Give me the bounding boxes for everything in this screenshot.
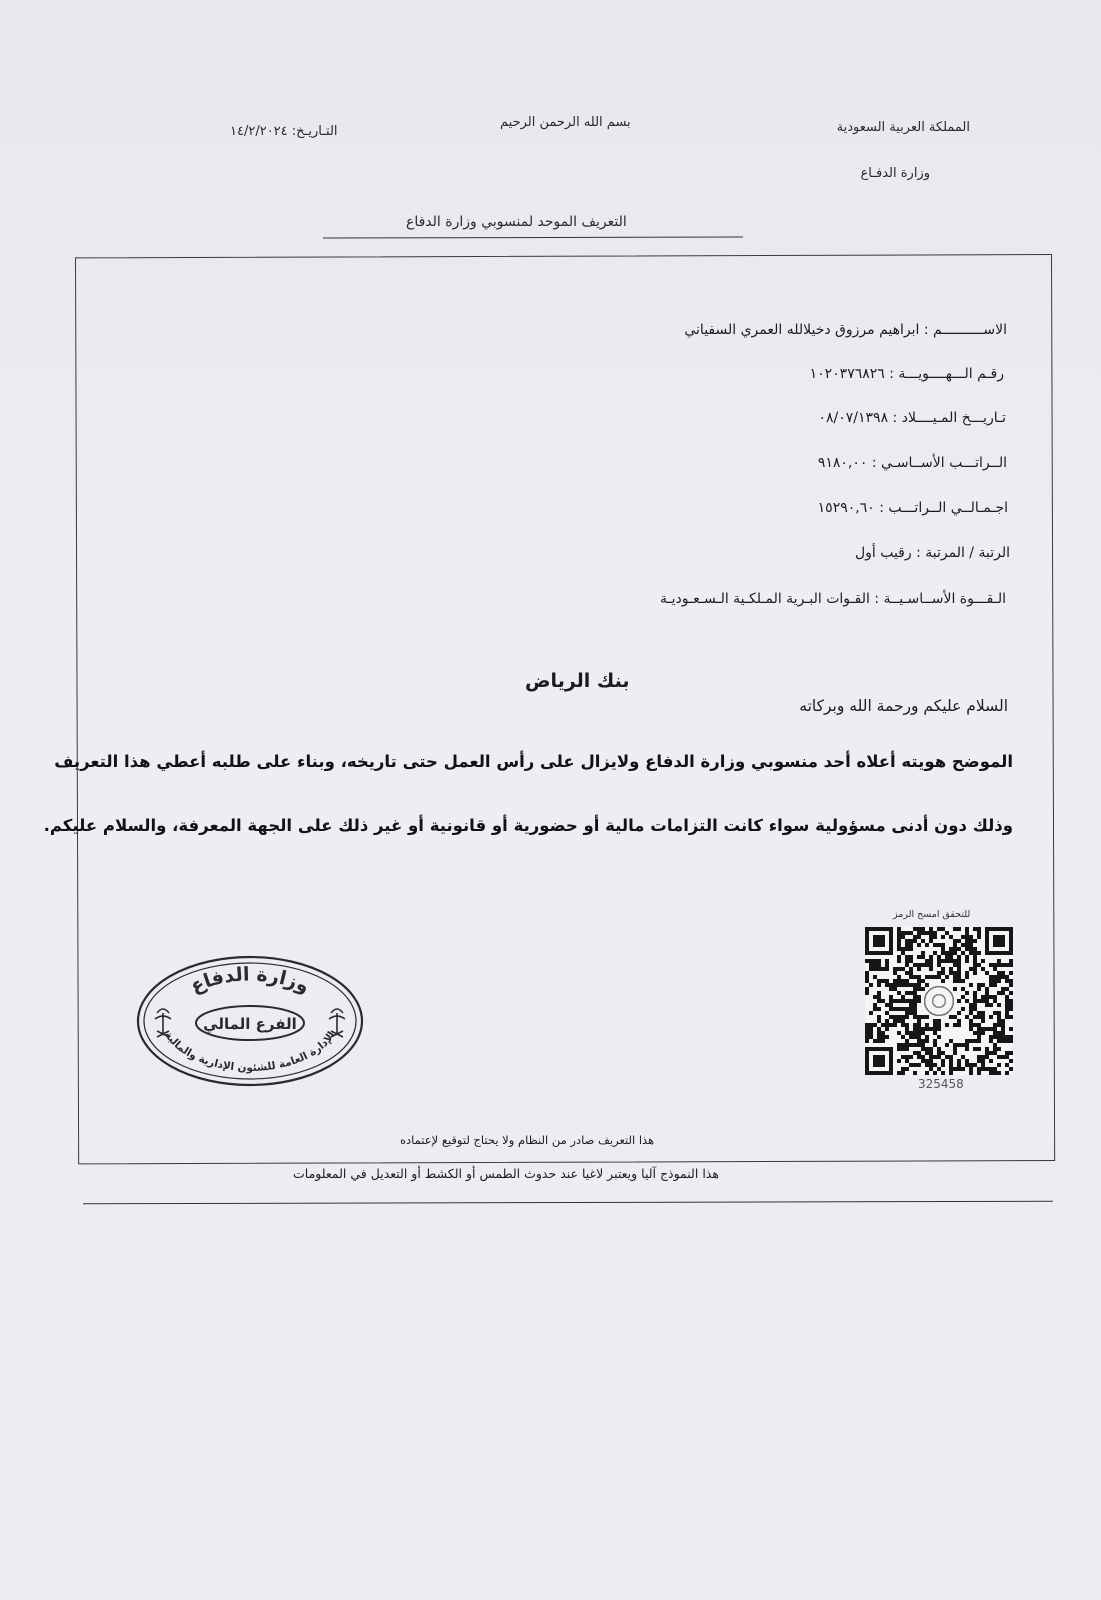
field-name (684, 322, 1007, 338)
footer-line (83, 1201, 1053, 1205)
field-label: الـقـــوة الأســاسـيــة : (874, 591, 1006, 607)
qr-caption: للتحقق امسح الرمز (893, 909, 971, 920)
field-value: ١٠٢٠٣٧٦٨٢٦ (809, 366, 885, 382)
title-underline (323, 236, 743, 238)
system-note: هذا التعريف صادر من النظام ولا يحتاج لتوقيع لإعتماده (400, 1133, 655, 1147)
field-basic-salary (818, 455, 1007, 471)
field-value: رقيب أول (854, 545, 912, 561)
qr-code[interactable] (865, 927, 1013, 1075)
greeting: السلام عليكم ورحمة الله وبركاته (799, 697, 1008, 715)
recipient-bank: بنك الرياض (525, 670, 630, 692)
seal-top-text: وزارة الدفاع (187, 963, 313, 998)
date-label: التـاريـخ: (291, 124, 338, 139)
ministry-name: وزارة الدفـاع (860, 166, 930, 181)
basmala: بسم الله الرحمن الرحيم (500, 115, 631, 130)
field-label: الــراتـــب الأســاسـي : (871, 455, 1007, 471)
field-label: الاســــــــــم : (923, 322, 1007, 338)
field-value: ١٥٢٩٠,٦٠ (817, 500, 875, 516)
field-label: الرتبة / المرتبة : (916, 545, 1010, 561)
field-total-salary (818, 500, 1008, 516)
body-line-2: وذلك دون أدنى مسؤولية سواء كانت التزامات مالية أو حضورية أو قانونية أو غير ذلك على الجهة المعرفة، والسلام عليكم. (43, 816, 1013, 835)
official-seal (135, 955, 365, 1087)
field-value: ٩١٨٠,٠٠ (817, 455, 868, 471)
date-value: ١٤/٢/٢٠٢٤ (230, 124, 288, 139)
issue-date (230, 124, 338, 139)
field-birth-date (819, 410, 1007, 426)
field-value: القـوات البـرية المـلكـية الـسـعـوديـة (660, 591, 870, 607)
field-id-number (810, 366, 1004, 382)
field-label: اجـمـالــي الــراتـــب : (879, 500, 1008, 516)
seal-bottom-text: الإدارة العامة للشئون الإدارية والمالية (162, 1029, 338, 1074)
field-label: رقـم الـــهــــويـــة : (889, 366, 1004, 382)
field-label: تـاريـــخ المـيــــلاد : (892, 410, 1006, 426)
seal-center-text: الفرع المالي (203, 1015, 297, 1033)
field-rank (855, 545, 1010, 561)
auto-note: هذا النموذج آليا ويعتبر لاغيا عند حدوث الطمس أو الكشط أو التعديل في المعلومات (293, 1166, 719, 1181)
body-line-1: الموضح هويته أعلاه أحد منسوبي وزارة الدفاع ولايزال على رأس العمل حتى تاريخه، وبناء على طلبه أعطي هذا التعريف (54, 752, 1013, 771)
qr-code-number: 325458 (918, 1077, 964, 1091)
field-force (660, 591, 1006, 607)
document-title: التعريف الموحد لمنسوبي وزارة الدفاع (406, 214, 627, 230)
field-value: ٠٨/٠٧/١٣٩٨ (818, 410, 889, 426)
field-value: ابراهيم مرزوق دخيلالله العمري السفياني (684, 322, 920, 338)
kingdom-name: المملكة العربية السعودية (836, 120, 970, 135)
